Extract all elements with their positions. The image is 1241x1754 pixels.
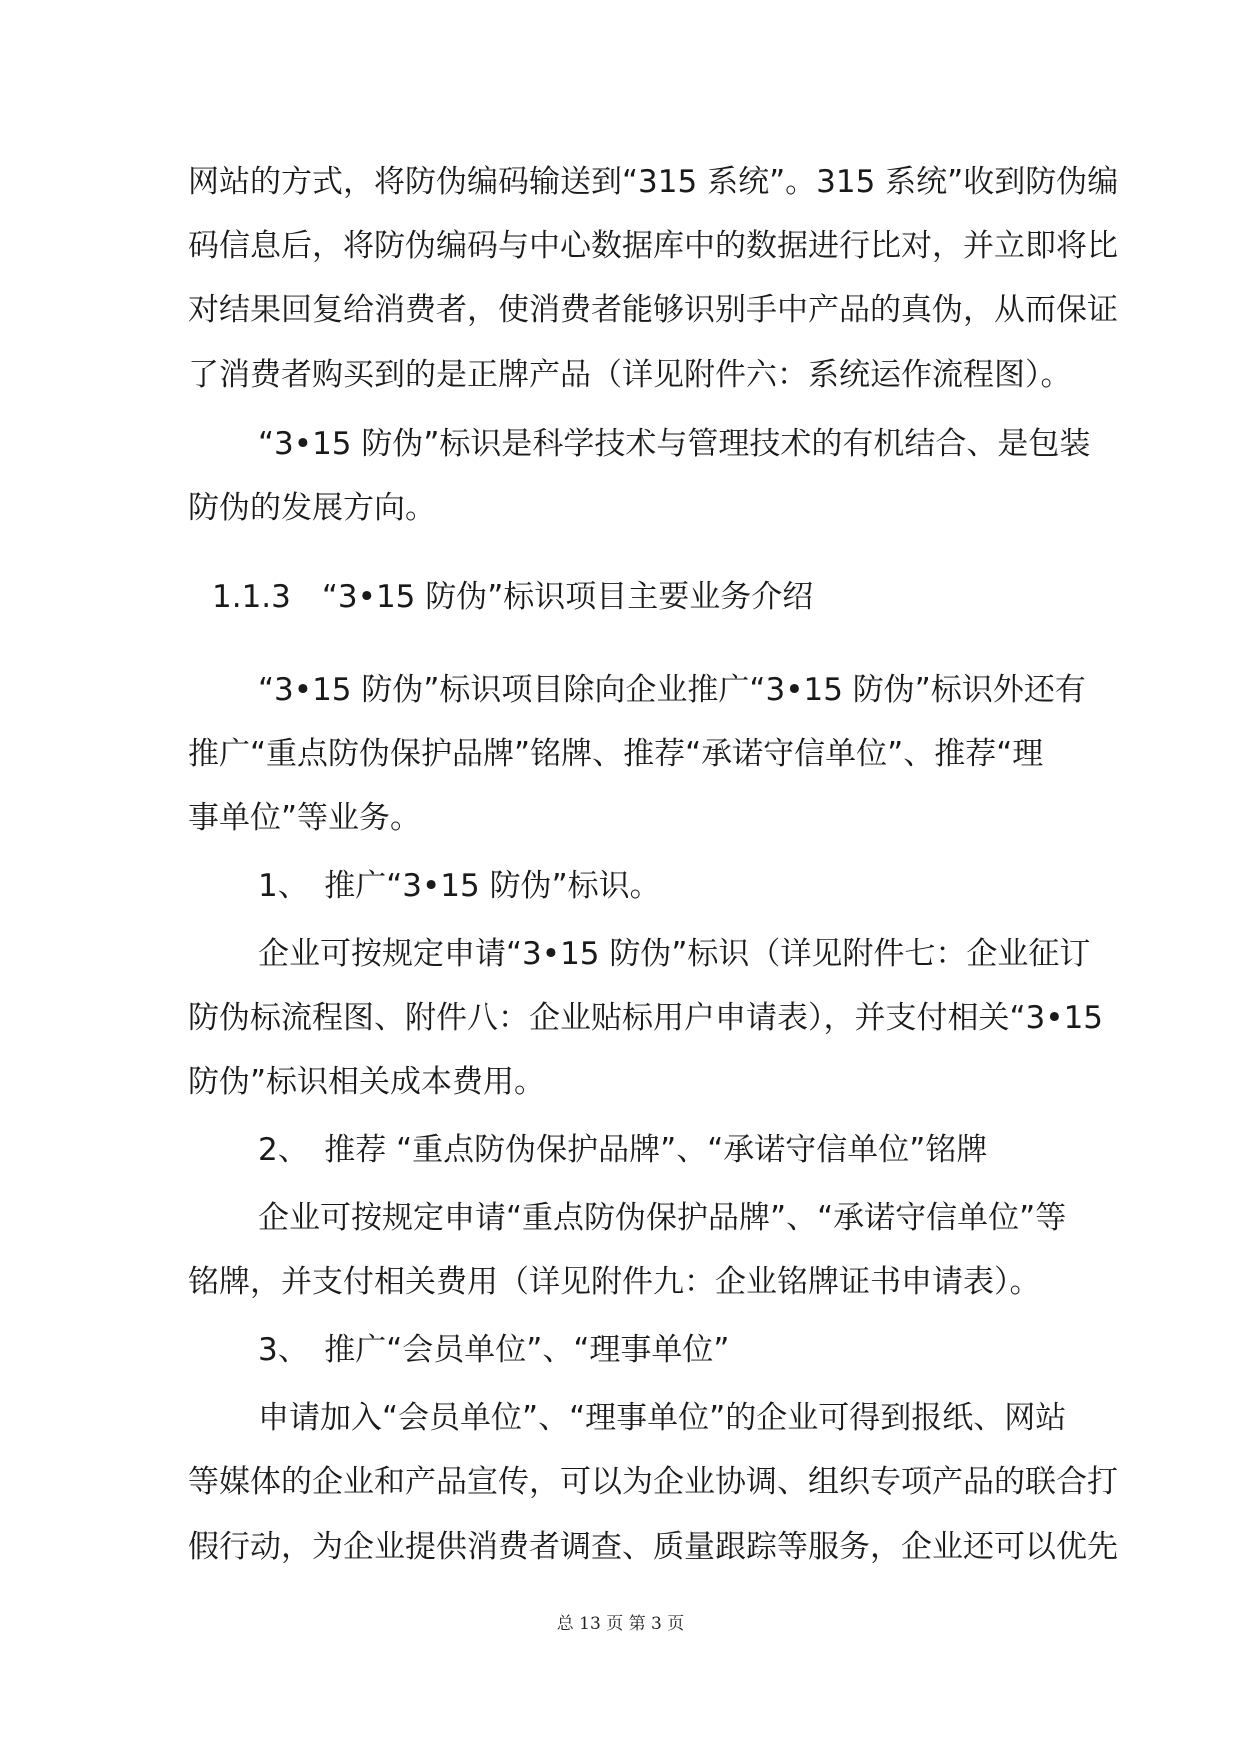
body-text-line: “3•15 防伪”标识项目除向企业推广“3•15 防伪”标识外还有 — [258, 672, 1086, 708]
body-text-line: 等媒体的企业和产品宣传，可以为企业协调、组织专项产品的联合打 — [188, 1464, 1118, 1500]
body-text-line: 申请加入“会员单位”、“理事单位”的企业可得到报纸、网站 — [258, 1400, 1067, 1436]
body-text-line: 事单位”等业务。 — [188, 800, 422, 836]
body-text-line: 防伪”标识相关成本费用。 — [188, 1064, 546, 1100]
body-text-line: 对结果回复给消费者，使消费者能够识别手中产品的真伪，从而保证 — [188, 292, 1118, 328]
body-text-line: “3•15 防伪”标识是科学技术与管理技术的有机结合、是包装 — [258, 426, 1091, 462]
body-text-line: 铭牌，并支付相关费用（详见附件九：企业铭牌证书申请表）。 — [188, 1264, 1041, 1300]
list-item-heading: 2、 推荐 “重点防伪保护品牌”、“承诺守信单位”铭牌 — [258, 1132, 988, 1168]
body-text-line: 假行动，为企业提供消费者调查、质量跟踪等服务，企业还可以优先 — [188, 1529, 1118, 1565]
list-item-heading: 3、 推广“会员单位”、“理事单位” — [258, 1332, 730, 1368]
body-text-line: 防伪的发展方向。 — [188, 490, 436, 526]
body-text-line: 防伪标流程图、附件八：企业贴标用户申请表），并支付相关“3•15 — [188, 1000, 1104, 1036]
body-text-line: 码信息后，将防伪编码与中心数据库中的数据进行比对，并立即将比 — [188, 228, 1118, 264]
list-item-heading: 1、 推广“3•15 防伪”标识。 — [258, 868, 661, 904]
body-text-line: 企业可按规定申请“3•15 防伪”标识（详见附件七：企业征订 — [258, 936, 1091, 972]
body-text-line: 推广“重点防伪保护品牌”铭牌、推荐“承诺守信单位”、推荐“理 — [188, 736, 1044, 772]
body-text-line: 企业可按规定申请“重点防伪保护品牌”、“承诺守信单位”等 — [258, 1200, 1067, 1236]
page-footer: 总 13 页 第 3 页 — [556, 1614, 685, 1634]
body-text-line: 网站的方式，将防伪编码输送到“315 系统”。315 系统”收到防伪编 — [188, 164, 1119, 200]
body-text-line: 了消费者购买到的是正牌产品（详见附件六：系统运作流程图）。 — [188, 357, 1072, 393]
section-heading: 1.1.3 “3•15 防伪”标识项目主要业务介绍 — [212, 579, 814, 615]
